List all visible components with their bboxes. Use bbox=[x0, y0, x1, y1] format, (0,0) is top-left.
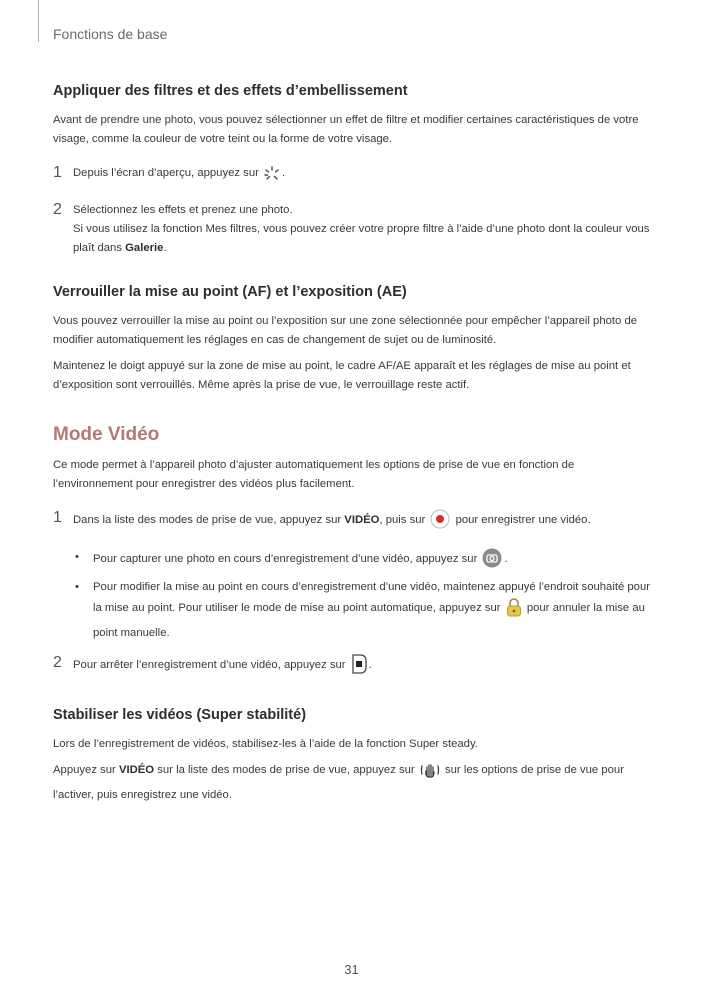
chapter-title: Fonctions de base bbox=[53, 26, 168, 42]
lock-icon bbox=[506, 597, 522, 624]
page-content bbox=[53, 83, 653, 812]
page-number: 31 bbox=[344, 962, 359, 977]
afae-paragraph-1: Vous pouvez verrouiller la mise au point ou l’exposition sur une zone sélectionnée pour empêcher l’appareil photo de modifier automatiquement les réglages en cas de changement de sujet ou de luminosité. bbox=[53, 315, 638, 346]
filters-heading: Appliquer des filtres et des effets d’embellissement bbox=[53, 83, 408, 99]
video-bullet-2: • Pour modifier la mise au point en cours d’enregistrement d’une vidéo, maintenez appuyé l’endroit souhaité pour la mise au point. Pour utiliser le mode de mise au point automatique, appuyez sur pour annuler la mise au point manuelle. bbox=[75, 581, 651, 639]
video-section-title: Mode Vidéo bbox=[53, 424, 160, 445]
filters-step-2: 2 Sélectionnez les effets et prenez une photo. Si vous utilisez la fonction Mes filtres, vous pouvez créer votre propre filtre à l’aide d’une photo dont la couleur vous plaît dans Galerie. bbox=[53, 201, 653, 258]
video-intro: Ce mode permet à l’appareil photo d’ajuster automatiquement les options de prise de vue en fonction de l’environnement pour enregistrer des vidéos plus facilement. bbox=[53, 459, 575, 490]
step-number: 1 bbox=[53, 164, 62, 181]
video-step-2: 2 Pour arrêter l’enregistrement d’une vidéo, appuyez sur . bbox=[53, 654, 653, 681]
step-number: 2 bbox=[53, 654, 62, 671]
stabilize-heading: Stabiliser les vidéos (Super stabilité) bbox=[53, 707, 307, 723]
afae-paragraph-2: Maintenez le doigt appuyé sur la zone de mise au point, le cadre AF/AE apparaît et les réglages de mise au point et d’exposition sont verrouillés. Même après la prise de vue, le verrouillage reste actif. bbox=[53, 360, 631, 391]
stabilize-paragraph-1: Lors de l’enregistrement de vidéos, stabilisez-les à l’aide de la fonction Super steady. bbox=[53, 738, 478, 750]
filters-intro: Avant de prendre une photo, vous pouvez sélectionner un effet de filtre et modifier certaines caractéristiques de votre visage, comme la couleur de votre teint ou la forme de votre visage. bbox=[53, 114, 639, 145]
video-bullet-1: • Pour capturer une photo en cours d’enregistrement d’une vidéo, appuyez sur . bbox=[53, 548, 653, 575]
hand-stabilize-icon bbox=[420, 761, 440, 786]
header-divider bbox=[38, 0, 39, 42]
video-step-1: 1 Dans la liste des modes de prise de vue, appuyez sur VIDÉO, puis sur pour enregistrer une vidéo. bbox=[53, 509, 653, 536]
stop-icon bbox=[351, 654, 367, 681]
stabilize-paragraph-2: Appuyez sur VIDÉO sur la liste des modes de prise de vue, appuyez sur sur les options de prise de vue pour l’activer, puis enregistrez une vidéo. bbox=[53, 761, 653, 805]
filters-step-1: 1 Depuis l’écran d’aperçu, appuyez sur . bbox=[53, 164, 653, 189]
step-number: 2 bbox=[53, 201, 62, 218]
filters-step-2-detail: Si vous utilisez la fonction Mes filtres, vous pouvez créer votre propre filtre à l’aide d’une photo dont la couleur vous plaît dans Galerie. bbox=[73, 223, 650, 254]
sparkle-icon bbox=[264, 166, 280, 189]
camera-capture-icon bbox=[482, 548, 502, 575]
record-icon bbox=[430, 509, 450, 536]
step-number: 1 bbox=[53, 509, 62, 526]
afae-heading: Verrouiller la mise au point (AF) et l’exposition (AE) bbox=[53, 284, 407, 300]
